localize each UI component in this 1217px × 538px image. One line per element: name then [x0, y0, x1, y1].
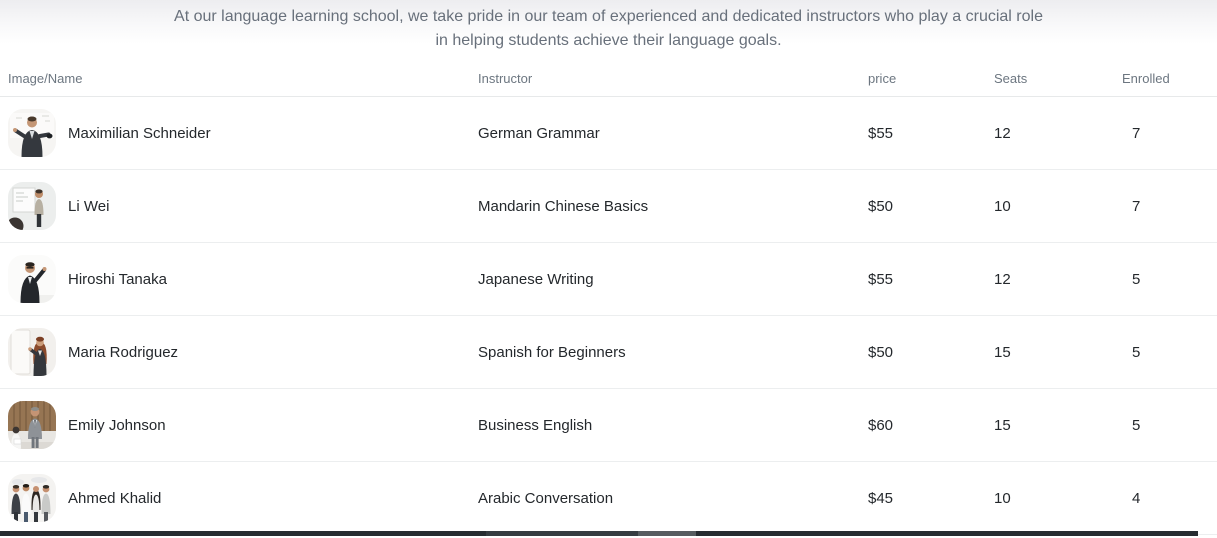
name-cell	[0, 474, 478, 522]
instructor-name: Emily Johnson	[68, 416, 166, 434]
name-cell	[0, 401, 478, 449]
intro-text	[0, 0, 1217, 53]
price-value: $50	[868, 197, 894, 215]
instructor-name: Li Wei	[68, 197, 110, 215]
price-value: $50	[868, 343, 894, 361]
seats-value: 10	[994, 489, 1011, 507]
intro-line-2: in helping students achieve their language goals.	[435, 32, 782, 49]
name-cell	[0, 109, 478, 157]
seats-value: 15	[994, 416, 1011, 434]
column-header-enrolled: Enrolled	[1122, 71, 1170, 86]
enrolled-value: 5	[1132, 270, 1141, 288]
avatar-woman-by-whiteboard	[8, 328, 56, 376]
table-row[interactable]	[0, 462, 1217, 535]
enrolled-value: 5	[1132, 343, 1141, 361]
column-header-price: price	[868, 71, 897, 86]
bottom-taskbar-edge	[0, 531, 1198, 536]
price-value: $45	[868, 489, 894, 507]
price-value: $55	[868, 270, 894, 288]
course-name: Business English	[478, 416, 593, 434]
table-row[interactable]	[0, 170, 1217, 243]
instructor-name: Hiroshi Tanaka	[68, 270, 167, 288]
table-header-row	[0, 61, 1217, 97]
avatar-man-presenting-dark-blazer	[8, 109, 56, 157]
column-header-instructor: Instructor	[478, 71, 533, 86]
seats-value: 12	[994, 124, 1011, 142]
seats-value: 15	[994, 343, 1011, 361]
name-cell	[0, 255, 478, 303]
name-cell	[0, 182, 478, 230]
taskbar-segment	[486, 531, 638, 536]
enrolled-value: 7	[1132, 197, 1141, 215]
seats-value: 10	[994, 197, 1011, 215]
course-name: German Grammar	[478, 124, 600, 142]
course-name: Arabic Conversation	[478, 489, 614, 507]
course-name: Japanese Writing	[478, 270, 594, 288]
instructor-name: Maximilian Schneider	[68, 124, 211, 142]
enrolled-value: 5	[1132, 416, 1141, 434]
avatar-man-in-dark-suit-glasses	[8, 255, 56, 303]
avatar-man-in-gray-suit-wood-room	[8, 401, 56, 449]
price-value: $60	[868, 416, 894, 434]
instructor-name: Maria Rodriguez	[68, 343, 179, 361]
price-value: $55	[868, 124, 894, 142]
avatar-instructor-at-whiteboard-with-audience	[8, 182, 56, 230]
table-row[interactable]	[0, 243, 1217, 316]
table-row[interactable]	[0, 97, 1217, 170]
taskbar-segment	[638, 531, 696, 536]
table-row[interactable]	[0, 389, 1217, 462]
enrolled-value: 4	[1132, 489, 1141, 507]
enrolled-value: 7	[1132, 124, 1141, 142]
column-header-image-name: Image/Name	[8, 71, 83, 86]
instructor-name: Ahmed Khalid	[68, 489, 162, 507]
course-name: Mandarin Chinese Basics	[478, 197, 649, 215]
intro-line-1: At our language learning school, we take pride in our team of experienced and dedicated instructors who play a crucial role	[174, 8, 1043, 25]
instructors-table	[0, 61, 1217, 535]
name-cell	[0, 328, 478, 376]
table-row[interactable]	[0, 316, 1217, 389]
column-header-seats: Seats	[994, 71, 1028, 86]
avatar-group-of-people	[8, 474, 56, 522]
seats-value: 12	[994, 270, 1011, 288]
course-name: Spanish for Beginners	[478, 343, 626, 361]
table-body	[0, 97, 1217, 535]
